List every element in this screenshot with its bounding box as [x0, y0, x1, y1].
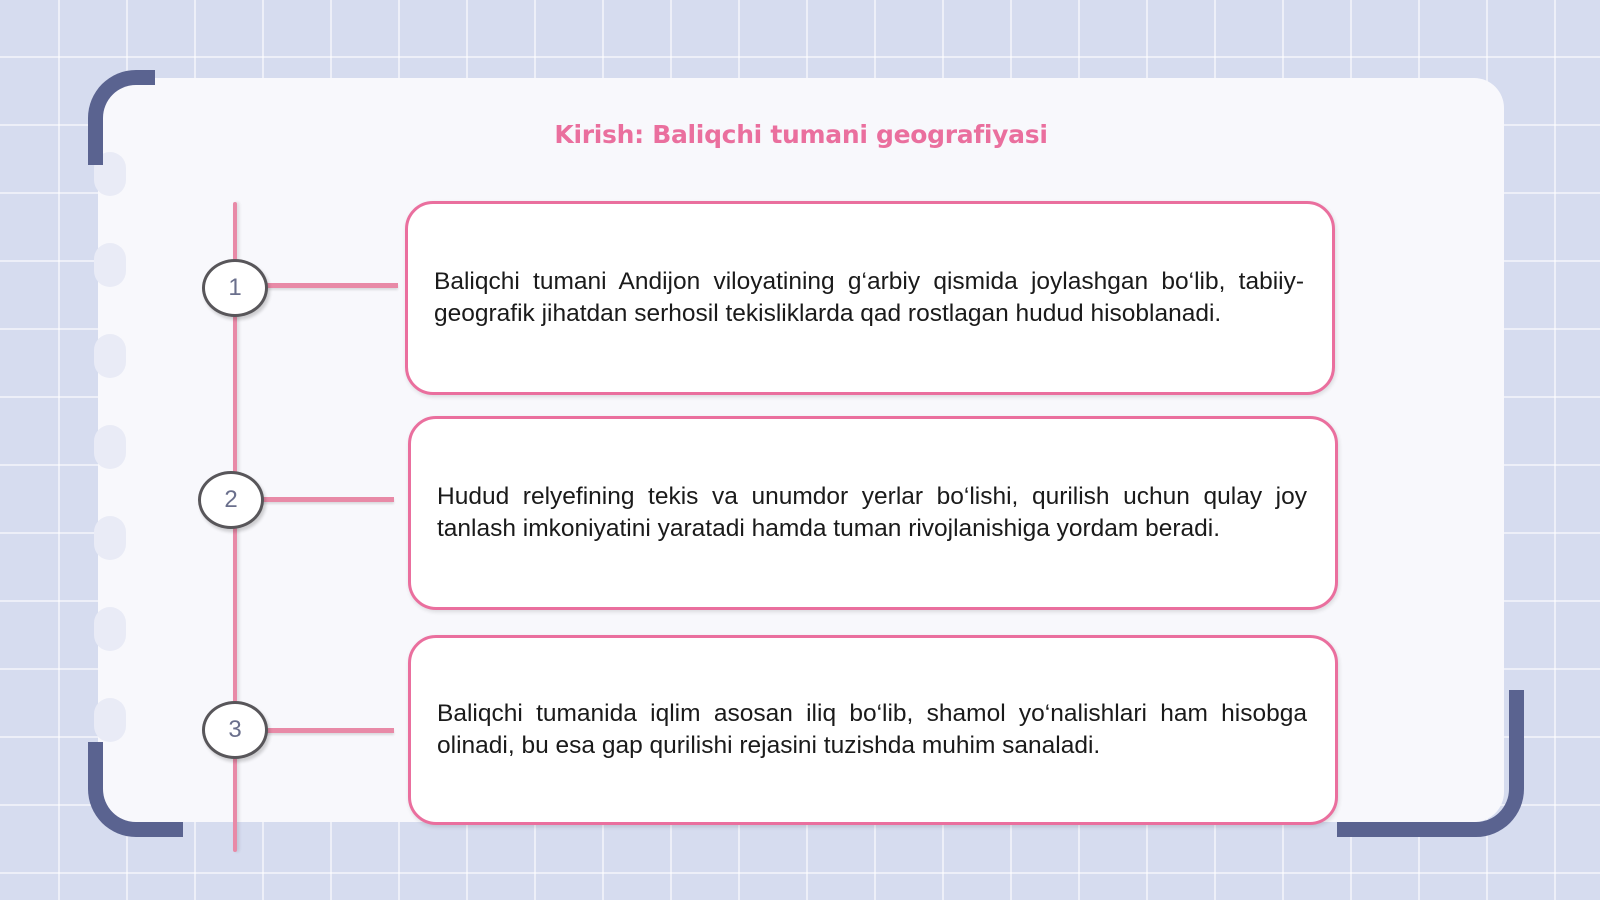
punch-hole: [94, 334, 126, 378]
corner-bracket-bottom-right: [1337, 690, 1524, 837]
info-card-text: Baliqchi tumani Andijon viloyatining g‘arbiy qismida joylashgan bo‘lib, tabiiy-geografik jihatdan serhosil tekisliklarda qad rostlagan hudud hisoblanadi.: [434, 268, 1304, 327]
timeline-connector: [266, 283, 398, 288]
info-card-text: Hudud relyefining tekis va unumdor yerlar bo‘lishi, qurilish uchun qulay joy tanlash imkoniyatini yaratadi hamda tuman rivojlanishiga yordam beradi.: [437, 483, 1307, 542]
info-card-1: [405, 201, 1335, 395]
slide-title: Kirish: Baliqchi tumani geografiyasi: [554, 120, 1048, 149]
corner-bracket-top-left: [88, 70, 155, 165]
punch-hole: [94, 607, 126, 651]
punch-hole: [94, 243, 126, 287]
step-number-3: 3: [202, 701, 268, 759]
timeline-connector: [266, 728, 394, 733]
punch-hole: [94, 425, 126, 469]
info-card-text: Baliqchi tumanida iqlim asosan iliq bo‘lib, shamol yo‘nalishlari ham hisobga olinadi, bu esa gap qurilishi rejasini tuzishda muhim sanaladi.: [437, 700, 1307, 759]
punch-hole: [94, 516, 126, 560]
timeline-connector: [262, 497, 394, 502]
step-number-1: 1: [202, 259, 268, 317]
info-card-3: [408, 635, 1338, 825]
step-number-2: 2: [198, 471, 264, 529]
info-card-2: [408, 416, 1338, 610]
corner-bracket-bottom-left: [88, 742, 183, 837]
punch-hole: [94, 698, 126, 742]
